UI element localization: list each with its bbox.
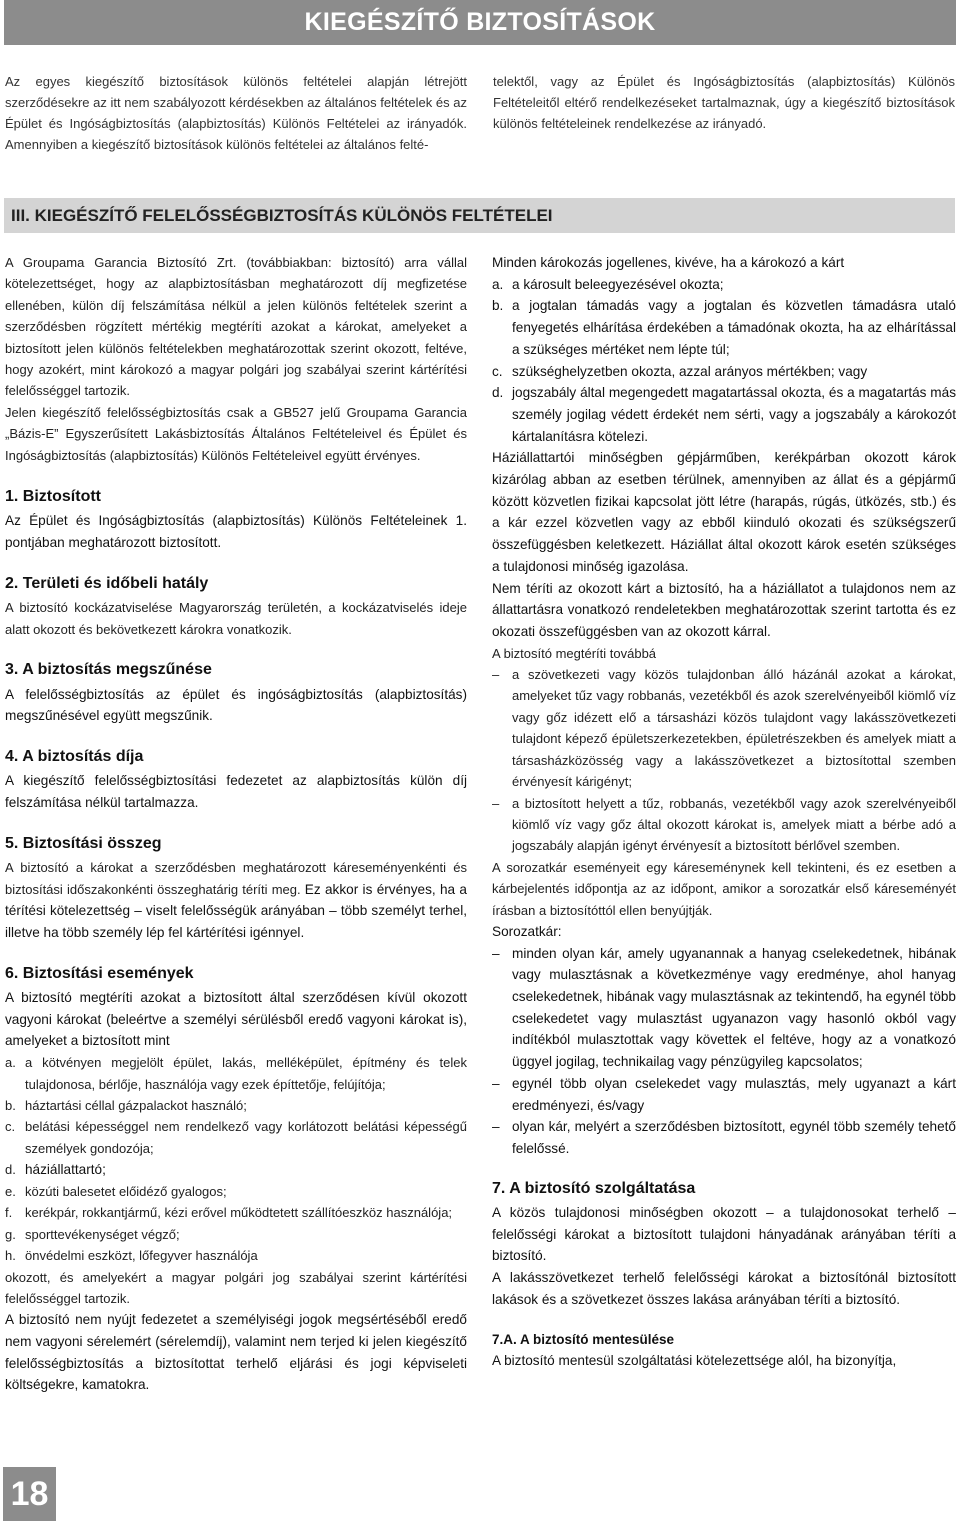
- sum-text: [5, 857, 467, 944]
- list-marker: f.: [5, 1205, 13, 1221]
- list-item: [492, 664, 956, 792]
- list-item: [5, 1224, 467, 1245]
- list-item: [5, 1116, 467, 1159]
- page-header: [4, 0, 956, 45]
- events-text: A biztosító megtéríti azokat a biztosított által szerződésen kívül okozott vagyoni károkat (beleértve a személyi sérülésből eredő vagyoni károkat is), amelyeket a biztosított mint: [5, 990, 467, 1049]
- list-marker: h.: [5, 1248, 16, 1264]
- dash-marker: –: [492, 1075, 500, 1091]
- termination-text: A felelősségbiztosítás az épület és ingóságbiztosítás (alapbiztosítás) megszűnésével együtt megszűnik.: [5, 686, 467, 724]
- section-bar: [4, 198, 955, 233]
- dash-marker: –: [492, 945, 500, 961]
- list-marker: e.: [5, 1183, 16, 1199]
- list-marker: g.: [5, 1226, 16, 1242]
- list-item: [492, 295, 956, 360]
- list-marker: c.: [5, 1119, 16, 1135]
- list-item: [5, 1245, 467, 1266]
- exclusion-text: A biztosító nem nyújt fedezetet a személyiségi jogok megsértéséből eredő nem vagyoni sérelemért (sérelemdíj), valamint nem terjed ki jelen kiegészítő felelősségbiztosítás a biztosítottat terhelő eljárási és jogi képviseleti költségekre, kamatokra.: [5, 1312, 467, 1393]
- dash-marker: –: [492, 1119, 500, 1135]
- list-text: jogszabály által megengedett magatartással okozta, és a magatartás más személy jogilag védett érdekét nem sérti, vagy a jogszabály a károkozót kártalanításra kötelezi.: [512, 385, 956, 444]
- list-marker: d.: [5, 1162, 16, 1178]
- heading-premium: 4. A biztosítás díja: [5, 747, 144, 765]
- list-item: [492, 382, 956, 447]
- list-text: a jogtalan támadás vagy a jogtalan és közvetlen támadásra utaló fenyegetés elhárítása érdekében a támadónak okozta, ha az elhárítással a szükséges mértéket nem lépte túl;: [512, 298, 956, 357]
- sum-text-a: A biztosító a károkat a szerződésben meghatározott káreseményenkénti és biztosítási időszakonkénti összeghatárig téríti meg.: [5, 860, 467, 897]
- list-text: háztartási céllal gázpalackot használó;: [25, 1097, 247, 1113]
- heading-termination: 3. A biztosítás megszűnése: [5, 661, 212, 679]
- left-column: [5, 252, 467, 1396]
- list-item: [5, 1202, 467, 1223]
- list-text: a kötvényen megjelölt épület, lakás, melléképület, építmény és telek tulajdonosa, bérlője, használója vagy ezek építtetője, felújítója;: [25, 1055, 467, 1092]
- series-claim-text: A sorozatkár eseményeit egy káreseménynek kell tekinteni, és ez esetben a kárbejelentés időpontja az az időpont, amikor a sorozatkár első káreseményét írásban a biztosítóttól ellen benyújtják.: [492, 859, 956, 918]
- service-text-2: A lakásszövetkezet terhelő felelősségi károkat a biztosítónál biztosított lakások és a szövetkezet összes lakása arányában téríti a biztosító.: [492, 1270, 956, 1307]
- list-text: önvédelmi eszközt, lőfegyver használója: [25, 1248, 258, 1264]
- list-text: belátási képességgel nem rendelkező vagy korlátozott belátási képességű személyek gondozója;: [25, 1119, 467, 1156]
- intro-right: telektől, vagy az Épület és Ingóságbiztosítás (alapbiztosítás) Különös Feltételeitől eltérő rendelkezéseket tartalmaznak, úgy a kiegészítő biztosítások különös feltételeinek rendelkezése az irányadó.: [493, 74, 955, 131]
- list-item: [492, 274, 956, 296]
- list-text: a károsult beleegyezésével okozta;: [512, 276, 724, 292]
- list-text: a biztosított helyett a tűz, robbanás, vezetékből vagy azok szerelvényeiből kiömlő víz vagy gőz által okozott károkat is, amelyek miatt a bérbe adó a jogszabály alapján igényt érvényesít a biztosított bérlővel szemben.: [512, 795, 956, 854]
- additionally-text: A biztosító megtéríti továbbá: [492, 645, 657, 661]
- list-marker: b.: [5, 1097, 16, 1113]
- list-text: sporttevékenységet végző;: [25, 1226, 180, 1242]
- events-after: okozott, és amelyekért a magyar polgári jog szabályai szerint kártérítési felelősséggel tartozik.: [5, 1269, 467, 1306]
- list-marker: c.: [492, 363, 503, 379]
- list-marker: b.: [492, 298, 504, 314]
- list-item: [492, 361, 956, 383]
- exceptions-list: [492, 274, 956, 448]
- list-item: [5, 1052, 467, 1095]
- list-marker: a.: [492, 276, 504, 292]
- service-text-1: A közös tulajdonosi minőségben okozott – a tulajdonosokat terhelő – felelősségi károkat a biztosított tulajdoni hányadának arányában téríti a biztosító.: [492, 1205, 956, 1264]
- list-marker: a.: [5, 1055, 16, 1071]
- sum-text-b: Ez akkor is érvényes, ha a térítési kötelezettség – viselt felelősségük arányában – több személyt terhel, illetve ha több személy lép fel kártérítési igénnyel.: [5, 881, 467, 940]
- section-title: III. KIEGÉSZÍTŐ FELELŐSSÉGBIZTOSÍTÁS KÜLÖNÖS FELTÉTELEI: [11, 206, 553, 225]
- heading-service: 7. A biztosító szolgáltatása: [492, 1179, 696, 1197]
- list-item: [492, 1073, 956, 1116]
- list-marker: d.: [492, 385, 504, 401]
- dash-marker: –: [492, 667, 500, 683]
- list-item: [5, 1159, 467, 1181]
- list-item: [492, 793, 956, 857]
- page-title: KIEGÉSZÍTŐ BIZTOSÍTÁSOK: [304, 8, 656, 36]
- pet-exclusion-text: Nem téríti az okozott kárt a biztosító, ha a háziállatot a tulajdonos nem az állattartásra vonatkozó rendeletekben meghatározottak szerint tartotta és ez okozati összefüggésben van az okozott kárral.: [492, 580, 956, 639]
- heading-insured: 1. Biztosított: [5, 488, 101, 506]
- list-item: [492, 943, 956, 1073]
- list-text: minden olyan kár, amely ugyanannak a hanyag cselekedetnek, hibának vagy mulasztásnak a következménye vagy eredménye, ahol hanyag cselekedetnek, hibának vagy mulasztásnak az tekintendő, ha egynél több cselekedetet vagy mulasztást ugyanazon vagy hasonló okból vagy indítékból mulasztottak vagy követtek el feltéve, hogy az a vonatkozó üggyel jogilag, technikailag vagy pénzügyileg kapcsolatos;: [512, 945, 956, 1070]
- heading-sum: 5. Biztosítási összeg: [5, 834, 162, 852]
- heading-exemption: 7.A. A biztosító mentesülése: [492, 1331, 675, 1347]
- scope-text: A biztosító kockázatviselése Magyarország területén, a kockázatviselés ideje alatt okozott és bekövetkezett károkra vonatkozik.: [5, 600, 467, 637]
- events-list: [5, 1052, 467, 1266]
- additional-list: [492, 664, 956, 857]
- intro-left: Az egyes kiegészítő biztosítások különös feltételei alapján létrejött szerződésekre az itt nem szabályozott kérdésekben az általános feltételek és az Épület és Ingóságbiztosítás (alapbiztosítás) Különös Feltételei az irányadók. Amennyiben a kiegészítő biztosítások különös feltételei az általános felté-: [5, 74, 467, 152]
- right-column: [492, 252, 956, 1372]
- list-text: a szövetkezeti vagy közös tulajdonban álló házánál azokat a károkat, amelyeket tűz vagy robbanás, vezetékből és azok szerelvényeiből kiömlő víz vagy gőz idézett elő a társasházi közös tulajdont vagy lakásszövetkezeti tulajdont képező épületszerkezetekben, épületrészekben és amelyek miatt a társasházközösség vagy a lakásszövetkezet a biztosítottal szemben érvényesít kárigényt;: [512, 667, 956, 790]
- list-text: egynél több olyan cselekedet vagy mulasztás, mely ugyanazt a kárt eredményezi, és/vagy: [512, 1075, 956, 1113]
- unlawful-intro: Minden károkozás jogellenes, kivéve, ha a károkozó a kárt: [492, 255, 845, 270]
- list-item: [5, 1181, 467, 1202]
- insured-text: Az Épület és Ingóságbiztosítás (alapbiztosítás) Különös Feltételeinek 1. pontjában meghatározott biztosított.: [5, 513, 467, 551]
- list-item: [5, 1095, 467, 1116]
- premium-text: A kiegészítő felelősségbiztosítási fedezetet az alapbiztosítás külön díj felszámítása nélkül tartalmazza.: [5, 773, 467, 811]
- list-text: kerékpár, rokkantjármű, kézi erővel működtetett szállítóeszköz használója;: [25, 1205, 453, 1221]
- heading-scope: 2. Területi és időbeli hatály: [5, 574, 209, 592]
- list-text: háziállattartó;: [25, 1162, 106, 1178]
- page-number: 18: [3, 1467, 56, 1521]
- validity-paragraph: Jelen kiegészítő felelősségbiztosítás csak a GB527 jelű Groupama Garancia „Bázis-E” Egyszerűsített Lakásbiztosítás Általános Feltételeivel és Épület és Ingóságbiztosítás (alapbiztosítás) Különös Feltételeivel együtt érvényes.: [5, 404, 467, 463]
- list-item: [492, 1116, 956, 1159]
- list-text: olyan kár, melyért a szerződésben biztosított, egynél több személy tehető felelőssé.: [512, 1119, 956, 1156]
- list-text: szükséghelyzetben okozta, azzal arányos mértékben; vagy: [512, 363, 868, 379]
- pet-damage-text: Háziállattartói minőségben gépjárműben, kerékpárban okozott károk kizárólag abban az esetben térülnek, amennyiben az állat és a gépjármű között közvetlen fizikai kapcsolat jött létre (harapás, rúgás, ütközés, stb.) és a kár ezzel közvetlen vagy az ebből kiinduló okozati és szükségszerű összefüggésben keletkezett. Háziállat által okozott károk esetén szükséges a tulajdonosi minőség igazolása.: [492, 450, 956, 574]
- series-claim-label: Sorozatkár:: [492, 923, 562, 939]
- heading-events: 6. Biztosítási események: [5, 964, 194, 982]
- list-text: közúti balesetet előidéző gyalogos;: [25, 1183, 227, 1199]
- series-claim-list: [492, 943, 956, 1160]
- dash-marker: –: [492, 795, 500, 811]
- intro-paragraph: A Groupama Garancia Biztosító Zrt. (továbbiakban: biztosító) arra vállal kötelezettséget, hogy az alapbiztosításban meghatározott díj megfizetése ellenében, külön díj felszámítása nélkül a jelen különös feltételek szerint a szerződésben rögzített mértékig megtéríti azokat a károkat, amelyeket a biztosított jelen különös feltételekben meghatározottak szerint okozott, feltéve, hogy azokért, mint károkozó a magyar polgári jog szabályai szerint kártérítési felelősséggel tartozik.: [5, 255, 467, 399]
- exemption-text: A biztosító mentesül szolgáltatási kötelezettsége alól, ha bizonyítja,: [492, 1353, 897, 1368]
